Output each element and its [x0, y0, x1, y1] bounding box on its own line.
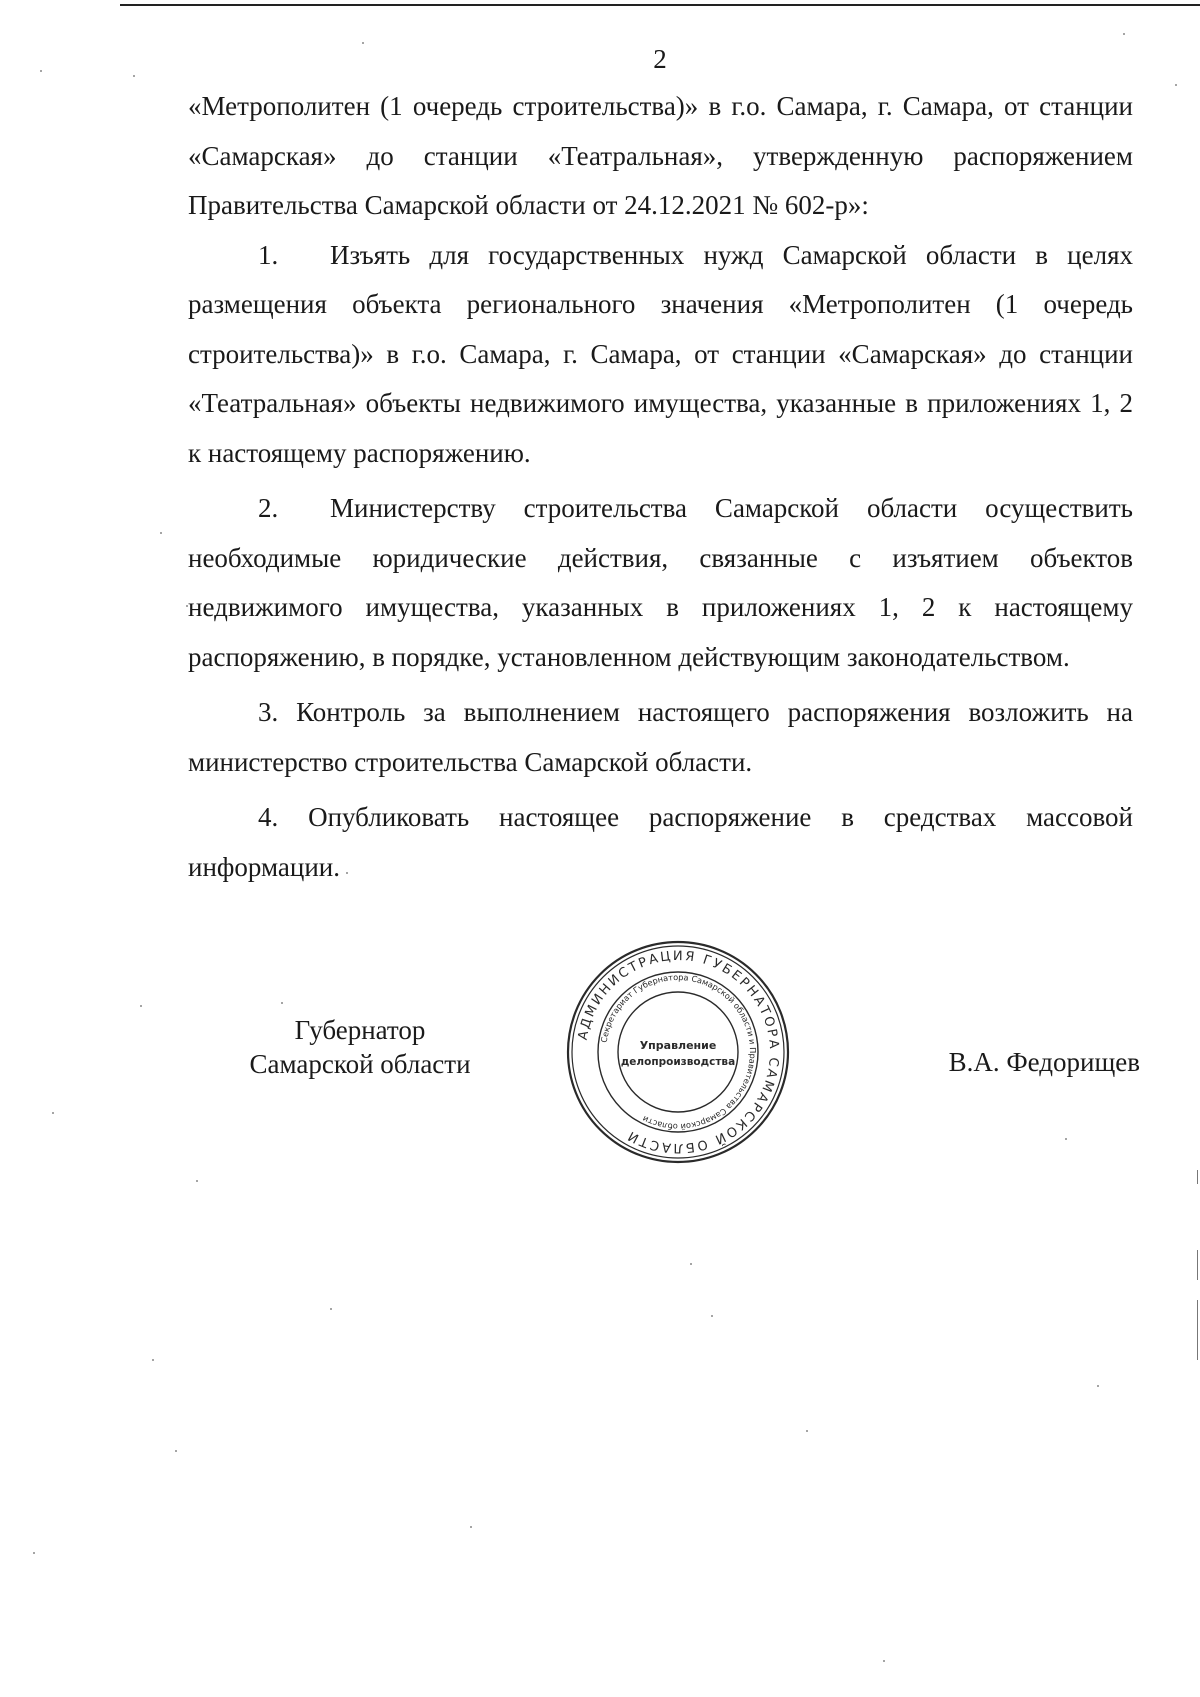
paragraph-text: Изъять для государственных нужд Самарской области в целях размещения объекта регионального значения «Метрополитен (1 очередь строительства)» в г.о. Самара, г. Самара, от станции «Самарская» до станции «Театральная» объекты недвижимого имущества, указанные в приложениях 1, 2 к настоящему распоряжению.	[188, 239, 1133, 468]
paragraph-item-3	[188, 688, 1133, 787]
stamp-outer-text: АДМИНИСТРАЦИЯ ГУБЕРНАТОРА САМАРСКОЙ ОБЛАСТИ	[575, 948, 782, 1156]
position-line-2: Самарской области	[249, 1049, 471, 1079]
position-line-1: Губернатор	[294, 1015, 426, 1045]
paragraph-text: 3. Контроль за выполнением настоящего распоряжения возложить на министерство строительства Самарской области.	[188, 697, 1133, 777]
paragraph-item-4	[188, 793, 1133, 892]
signatory-position	[225, 1013, 495, 1081]
paragraph-item-2	[188, 484, 1133, 682]
document-body	[188, 82, 1133, 892]
scan-edge-mark	[1197, 1170, 1198, 1184]
paragraph-text: 4. Опубликовать настоящее распоряжение в средствах массовой информации.	[188, 802, 1133, 882]
stamp-center-line-1: Управление	[639, 1039, 717, 1052]
item-number: 2.	[258, 493, 279, 523]
official-stamp	[563, 937, 793, 1167]
stamp-inner-ring-text: Секретариат Губернатора Самарской области и Правительства Самарской области	[598, 971, 759, 1133]
scan-edge-mark	[1197, 1250, 1198, 1280]
paragraph-item-1	[188, 231, 1133, 479]
paragraph-text: «Метрополитен (1 очередь строительства)» в г.о. Самара, г. Самара, от станции «Самарская» до станции «Театральная», утвержденную распоряжением Правительства Самарской области от 24.12.2021 № 602-р»:	[188, 91, 1133, 220]
item-number: 1.	[258, 239, 279, 270]
top-rule	[120, 4, 1200, 6]
stamp-center-line-2: делопроизводства	[620, 1056, 736, 1068]
paragraph-text: Министерству строительства Самарской области осуществить необходимые юридические действия, связанные с изъятием объектов недвижимого имущества, указанных в приложениях 1, 2 к настоящему распоряжению, в порядке, установленном действующим законодательством.	[188, 493, 1133, 672]
paragraph-intro	[188, 82, 1133, 231]
page-number: 2	[653, 44, 667, 74]
scan-edge-mark	[1197, 1300, 1198, 1360]
signatory-name: В.А. Федорищев	[948, 1047, 1140, 1077]
